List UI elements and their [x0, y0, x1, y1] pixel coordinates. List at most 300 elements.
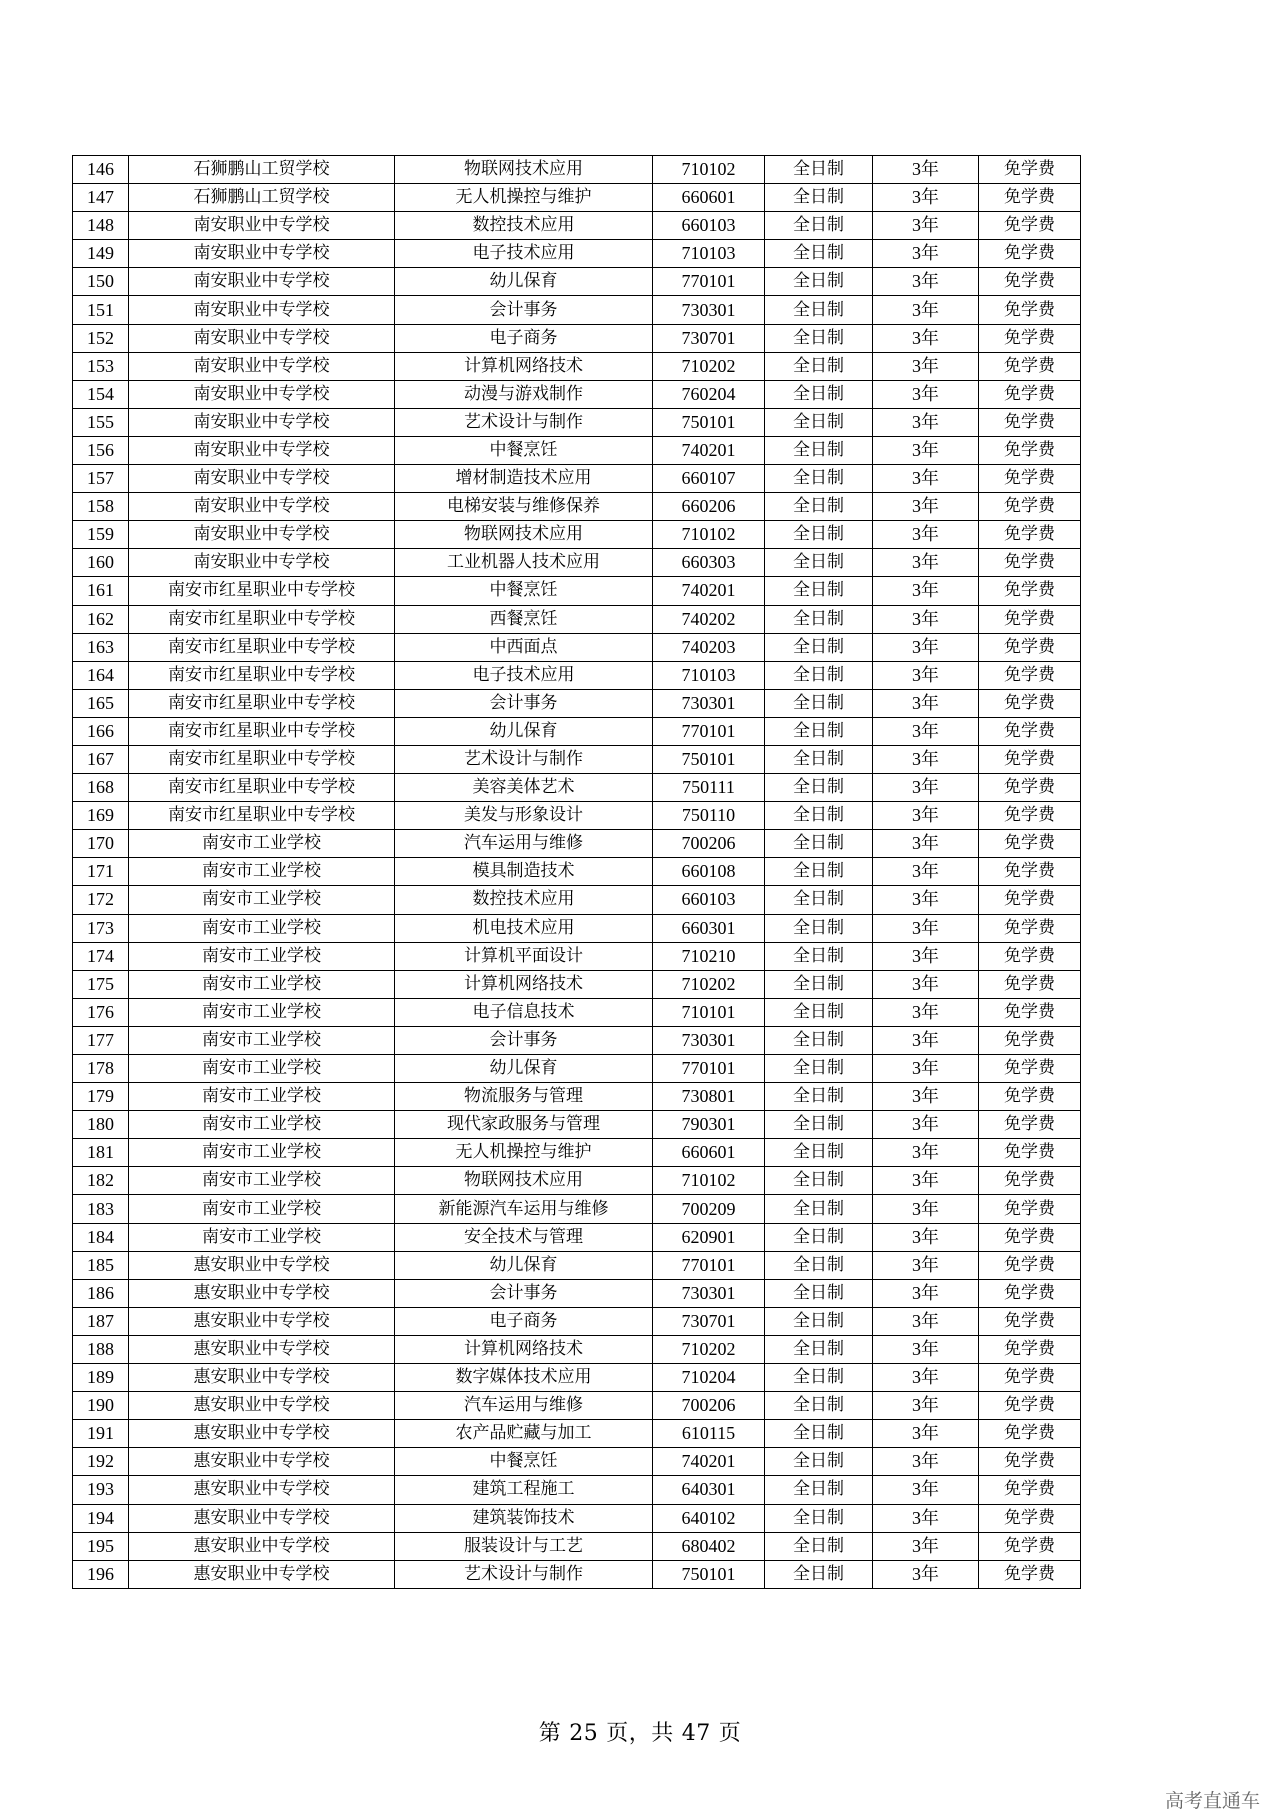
major-name-cell: 数控技术应用	[395, 886, 653, 914]
school-name-cell: 惠安职业中专学校	[129, 1476, 395, 1504]
study-mode-cell: 全日制	[765, 324, 873, 352]
tuition-cell: 免学费	[979, 661, 1081, 689]
tuition-cell: 免学费	[979, 436, 1081, 464]
program-table	[72, 155, 1081, 1589]
tuition-cell: 免学费	[979, 998, 1081, 1026]
tuition-cell: 免学费	[979, 1279, 1081, 1307]
study-mode-cell: 全日制	[765, 717, 873, 745]
tuition-cell: 免学费	[979, 1111, 1081, 1139]
duration-cell: 3年	[873, 1055, 979, 1083]
major-code-cell: 660108	[653, 858, 765, 886]
study-mode-cell: 全日制	[765, 240, 873, 268]
table-row	[73, 324, 1081, 352]
major-code-cell: 660103	[653, 212, 765, 240]
major-code-cell: 770101	[653, 268, 765, 296]
school-name-cell: 南安职业中专学校	[129, 521, 395, 549]
duration-cell: 3年	[873, 408, 979, 436]
tuition-cell: 免学费	[979, 156, 1081, 184]
school-name-cell: 惠安职业中专学校	[129, 1364, 395, 1392]
tuition-cell: 免学费	[979, 521, 1081, 549]
study-mode-cell: 全日制	[765, 549, 873, 577]
study-mode-cell: 全日制	[765, 408, 873, 436]
major-name-cell: 西餐烹饪	[395, 605, 653, 633]
row-number-cell: 183	[73, 1195, 129, 1223]
major-code-cell: 700206	[653, 1392, 765, 1420]
row-number-cell: 161	[73, 577, 129, 605]
school-name-cell: 南安市工业学校	[129, 914, 395, 942]
row-number-cell: 169	[73, 802, 129, 830]
major-name-cell: 中餐烹饪	[395, 577, 653, 605]
duration-cell: 3年	[873, 1167, 979, 1195]
school-name-cell: 惠安职业中专学校	[129, 1335, 395, 1363]
duration-cell: 3年	[873, 774, 979, 802]
footer-suffix: 页	[718, 1721, 742, 1746]
major-name-cell: 幼儿保育	[395, 1251, 653, 1279]
duration-cell: 3年	[873, 521, 979, 549]
row-number-cell: 154	[73, 380, 129, 408]
table-row	[73, 1392, 1081, 1420]
duration-cell: 3年	[873, 1195, 979, 1223]
tuition-cell: 免学费	[979, 549, 1081, 577]
major-code-cell: 710102	[653, 1167, 765, 1195]
duration-cell: 3年	[873, 998, 979, 1026]
major-code-cell: 740201	[653, 436, 765, 464]
row-number-cell: 194	[73, 1504, 129, 1532]
school-name-cell: 南安市红星职业中专学校	[129, 605, 395, 633]
row-number-cell: 153	[73, 352, 129, 380]
duration-cell: 3年	[873, 1392, 979, 1420]
tuition-cell: 免学费	[979, 296, 1081, 324]
major-code-cell: 710202	[653, 1335, 765, 1363]
major-name-cell: 物流服务与管理	[395, 1083, 653, 1111]
table-row	[73, 380, 1081, 408]
tuition-cell: 免学费	[979, 689, 1081, 717]
table-row	[73, 717, 1081, 745]
study-mode-cell: 全日制	[765, 1448, 873, 1476]
school-name-cell: 惠安职业中专学校	[129, 1307, 395, 1335]
tuition-cell: 免学费	[979, 324, 1081, 352]
row-number-cell: 159	[73, 521, 129, 549]
major-code-cell: 710204	[653, 1364, 765, 1392]
tuition-cell: 免学费	[979, 577, 1081, 605]
major-code-cell: 680402	[653, 1532, 765, 1560]
major-code-cell: 710102	[653, 521, 765, 549]
school-name-cell: 南安市工业学校	[129, 830, 395, 858]
tuition-cell: 免学费	[979, 633, 1081, 661]
major-name-cell: 计算机网络技术	[395, 1335, 653, 1363]
school-name-cell: 惠安职业中专学校	[129, 1448, 395, 1476]
study-mode-cell: 全日制	[765, 914, 873, 942]
study-mode-cell: 全日制	[765, 830, 873, 858]
school-name-cell: 南安市红星职业中专学校	[129, 745, 395, 773]
duration-cell: 3年	[873, 380, 979, 408]
tuition-cell: 免学费	[979, 352, 1081, 380]
tuition-cell: 免学费	[979, 858, 1081, 886]
school-name-cell: 南安职业中专学校	[129, 296, 395, 324]
row-number-cell: 172	[73, 886, 129, 914]
school-name-cell: 南安职业中专学校	[129, 268, 395, 296]
row-number-cell: 170	[73, 830, 129, 858]
duration-cell: 3年	[873, 633, 979, 661]
tuition-cell: 免学费	[979, 1026, 1081, 1054]
table-row	[73, 436, 1081, 464]
duration-cell: 3年	[873, 465, 979, 493]
major-code-cell: 710101	[653, 998, 765, 1026]
major-name-cell: 数控技术应用	[395, 212, 653, 240]
duration-cell: 3年	[873, 212, 979, 240]
row-number-cell: 181	[73, 1139, 129, 1167]
school-name-cell: 南安职业中专学校	[129, 240, 395, 268]
duration-cell: 3年	[873, 1532, 979, 1560]
major-code-cell: 620901	[653, 1223, 765, 1251]
row-number-cell: 158	[73, 493, 129, 521]
tuition-cell: 免学费	[979, 1364, 1081, 1392]
major-code-cell: 660206	[653, 493, 765, 521]
major-code-cell: 660303	[653, 549, 765, 577]
study-mode-cell: 全日制	[765, 1139, 873, 1167]
major-name-cell: 艺术设计与制作	[395, 408, 653, 436]
table-row	[73, 1111, 1081, 1139]
table-row	[73, 998, 1081, 1026]
major-code-cell: 760204	[653, 380, 765, 408]
tuition-cell: 免学费	[979, 1055, 1081, 1083]
major-name-cell: 物联网技术应用	[395, 521, 653, 549]
row-number-cell: 162	[73, 605, 129, 633]
table-row	[73, 549, 1081, 577]
table-row	[73, 774, 1081, 802]
tuition-cell: 免学费	[979, 886, 1081, 914]
major-name-cell: 计算机网络技术	[395, 352, 653, 380]
row-number-cell: 160	[73, 549, 129, 577]
table-row	[73, 970, 1081, 998]
row-number-cell: 147	[73, 184, 129, 212]
school-name-cell: 南安市工业学校	[129, 886, 395, 914]
tuition-cell: 免学费	[979, 240, 1081, 268]
table-row	[73, 1195, 1081, 1223]
duration-cell: 3年	[873, 184, 979, 212]
row-number-cell: 175	[73, 970, 129, 998]
school-name-cell: 南安职业中专学校	[129, 436, 395, 464]
major-code-cell: 710103	[653, 661, 765, 689]
tuition-cell: 免学费	[979, 802, 1081, 830]
row-number-cell: 187	[73, 1307, 129, 1335]
row-number-cell: 167	[73, 745, 129, 773]
duration-cell: 3年	[873, 1476, 979, 1504]
duration-cell: 3年	[873, 1026, 979, 1054]
school-name-cell: 惠安职业中专学校	[129, 1279, 395, 1307]
table-row	[73, 605, 1081, 633]
table-row	[73, 408, 1081, 436]
duration-cell: 3年	[873, 689, 979, 717]
major-name-cell: 现代家政服务与管理	[395, 1111, 653, 1139]
major-code-cell: 790301	[653, 1111, 765, 1139]
footer-page-number: 25	[569, 1721, 599, 1746]
study-mode-cell: 全日制	[765, 436, 873, 464]
study-mode-cell: 全日制	[765, 689, 873, 717]
major-code-cell: 740203	[653, 633, 765, 661]
major-name-cell: 会计事务	[395, 1026, 653, 1054]
major-name-cell: 农产品贮藏与加工	[395, 1420, 653, 1448]
study-mode-cell: 全日制	[765, 1532, 873, 1560]
study-mode-cell: 全日制	[765, 1560, 873, 1588]
school-name-cell: 南安职业中专学校	[129, 212, 395, 240]
major-name-cell: 电子信息技术	[395, 998, 653, 1026]
table-row	[73, 1476, 1081, 1504]
major-name-cell: 模具制造技术	[395, 858, 653, 886]
major-code-cell: 750111	[653, 774, 765, 802]
tuition-cell: 免学费	[979, 465, 1081, 493]
major-code-cell: 700206	[653, 830, 765, 858]
major-name-cell: 电子商务	[395, 1307, 653, 1335]
study-mode-cell: 全日制	[765, 577, 873, 605]
tuition-cell: 免学费	[979, 1335, 1081, 1363]
table-row	[73, 1223, 1081, 1251]
study-mode-cell: 全日制	[765, 1055, 873, 1083]
study-mode-cell: 全日制	[765, 521, 873, 549]
school-name-cell: 石狮鹏山工贸学校	[129, 184, 395, 212]
duration-cell: 3年	[873, 914, 979, 942]
row-number-cell: 180	[73, 1111, 129, 1139]
study-mode-cell: 全日制	[765, 1167, 873, 1195]
duration-cell: 3年	[873, 1083, 979, 1111]
study-mode-cell: 全日制	[765, 1251, 873, 1279]
table-row	[73, 156, 1081, 184]
duration-cell: 3年	[873, 1307, 979, 1335]
major-code-cell: 750101	[653, 408, 765, 436]
major-code-cell: 750101	[653, 745, 765, 773]
major-name-cell: 物联网技术应用	[395, 156, 653, 184]
program-table-body	[73, 156, 1081, 1589]
duration-cell: 3年	[873, 296, 979, 324]
study-mode-cell: 全日制	[765, 1279, 873, 1307]
major-code-cell: 660103	[653, 886, 765, 914]
school-name-cell: 惠安职业中专学校	[129, 1392, 395, 1420]
row-number-cell: 174	[73, 942, 129, 970]
row-number-cell: 186	[73, 1279, 129, 1307]
row-number-cell: 150	[73, 268, 129, 296]
study-mode-cell: 全日制	[765, 465, 873, 493]
major-name-cell: 建筑工程施工	[395, 1476, 653, 1504]
tuition-cell: 免学费	[979, 1448, 1081, 1476]
tuition-cell: 免学费	[979, 1532, 1081, 1560]
major-code-cell: 660601	[653, 184, 765, 212]
table-row	[73, 1364, 1081, 1392]
major-name-cell: 中餐烹饪	[395, 436, 653, 464]
row-number-cell: 176	[73, 998, 129, 1026]
major-code-cell: 740202	[653, 605, 765, 633]
school-name-cell: 南安职业中专学校	[129, 465, 395, 493]
row-number-cell: 173	[73, 914, 129, 942]
row-number-cell: 195	[73, 1532, 129, 1560]
tuition-cell: 免学费	[979, 212, 1081, 240]
study-mode-cell: 全日制	[765, 1420, 873, 1448]
study-mode-cell: 全日制	[765, 1083, 873, 1111]
duration-cell: 3年	[873, 1420, 979, 1448]
row-number-cell: 156	[73, 436, 129, 464]
major-code-cell: 710202	[653, 970, 765, 998]
study-mode-cell: 全日制	[765, 802, 873, 830]
row-number-cell: 182	[73, 1167, 129, 1195]
duration-cell: 3年	[873, 436, 979, 464]
study-mode-cell: 全日制	[765, 184, 873, 212]
major-code-cell: 730301	[653, 1026, 765, 1054]
table-row	[73, 802, 1081, 830]
duration-cell: 3年	[873, 324, 979, 352]
school-name-cell: 南安市工业学校	[129, 998, 395, 1026]
duration-cell: 3年	[873, 661, 979, 689]
study-mode-cell: 全日制	[765, 633, 873, 661]
table-row	[73, 184, 1081, 212]
table-row	[73, 352, 1081, 380]
table-row	[73, 212, 1081, 240]
duration-cell: 3年	[873, 802, 979, 830]
duration-cell: 3年	[873, 1335, 979, 1363]
duration-cell: 3年	[873, 717, 979, 745]
school-name-cell: 南安职业中专学校	[129, 380, 395, 408]
major-name-cell: 数字媒体技术应用	[395, 1364, 653, 1392]
major-name-cell: 电子商务	[395, 324, 653, 352]
major-code-cell: 700209	[653, 1195, 765, 1223]
major-code-cell: 740201	[653, 577, 765, 605]
study-mode-cell: 全日制	[765, 1111, 873, 1139]
major-code-cell: 730301	[653, 689, 765, 717]
table-row	[73, 1167, 1081, 1195]
table-row	[73, 1560, 1081, 1588]
major-name-cell: 机电技术应用	[395, 914, 653, 942]
major-code-cell: 770101	[653, 1251, 765, 1279]
table-row	[73, 942, 1081, 970]
study-mode-cell: 全日制	[765, 605, 873, 633]
major-name-cell: 工业机器人技术应用	[395, 549, 653, 577]
tuition-cell: 免学费	[979, 1083, 1081, 1111]
tuition-cell: 免学费	[979, 1476, 1081, 1504]
table-row	[73, 1083, 1081, 1111]
major-code-cell: 740201	[653, 1448, 765, 1476]
school-name-cell: 惠安职业中专学校	[129, 1504, 395, 1532]
major-name-cell: 中西面点	[395, 633, 653, 661]
major-name-cell: 服装设计与工艺	[395, 1532, 653, 1560]
tuition-cell: 免学费	[979, 1167, 1081, 1195]
tuition-cell: 免学费	[979, 1195, 1081, 1223]
table-row	[73, 914, 1081, 942]
major-code-cell: 660301	[653, 914, 765, 942]
study-mode-cell: 全日制	[765, 268, 873, 296]
table-row	[73, 1251, 1081, 1279]
duration-cell: 3年	[873, 1448, 979, 1476]
major-name-cell: 计算机平面设计	[395, 942, 653, 970]
study-mode-cell: 全日制	[765, 774, 873, 802]
tuition-cell: 免学费	[979, 1504, 1081, 1532]
tuition-cell: 免学费	[979, 1420, 1081, 1448]
duration-cell: 3年	[873, 1223, 979, 1251]
major-name-cell: 物联网技术应用	[395, 1167, 653, 1195]
row-number-cell: 155	[73, 408, 129, 436]
duration-cell: 3年	[873, 1251, 979, 1279]
school-name-cell: 南安市工业学校	[129, 1195, 395, 1223]
table-row	[73, 745, 1081, 773]
table-row	[73, 1307, 1081, 1335]
duration-cell: 3年	[873, 970, 979, 998]
duration-cell: 3年	[873, 942, 979, 970]
tuition-cell: 免学费	[979, 605, 1081, 633]
school-name-cell: 南安市工业学校	[129, 1223, 395, 1251]
major-name-cell: 计算机网络技术	[395, 970, 653, 998]
school-name-cell: 惠安职业中专学校	[129, 1560, 395, 1588]
school-name-cell: 南安市红星职业中专学校	[129, 689, 395, 717]
table-row	[73, 493, 1081, 521]
row-number-cell: 152	[73, 324, 129, 352]
major-name-cell: 幼儿保育	[395, 1055, 653, 1083]
school-name-cell: 南安市工业学校	[129, 970, 395, 998]
footer-mid: 页，共	[606, 1721, 674, 1746]
study-mode-cell: 全日制	[765, 1476, 873, 1504]
major-code-cell: 710103	[653, 240, 765, 268]
table-row	[73, 1139, 1081, 1167]
school-name-cell: 南安职业中专学校	[129, 493, 395, 521]
row-number-cell: 191	[73, 1420, 129, 1448]
table-row	[73, 465, 1081, 493]
school-name-cell: 南安市工业学校	[129, 1139, 395, 1167]
tuition-cell: 免学费	[979, 1251, 1081, 1279]
school-name-cell: 南安市红星职业中专学校	[129, 633, 395, 661]
school-name-cell: 南安市红星职业中专学校	[129, 661, 395, 689]
row-number-cell: 196	[73, 1560, 129, 1588]
row-number-cell: 166	[73, 717, 129, 745]
school-name-cell: 惠安职业中专学校	[129, 1532, 395, 1560]
study-mode-cell: 全日制	[765, 745, 873, 773]
row-number-cell: 189	[73, 1364, 129, 1392]
study-mode-cell: 全日制	[765, 998, 873, 1026]
major-code-cell: 730301	[653, 1279, 765, 1307]
duration-cell: 3年	[873, 886, 979, 914]
study-mode-cell: 全日制	[765, 380, 873, 408]
table-row	[73, 1335, 1081, 1363]
major-name-cell: 无人机操控与维护	[395, 1139, 653, 1167]
row-number-cell: 151	[73, 296, 129, 324]
major-code-cell: 730701	[653, 1307, 765, 1335]
major-name-cell: 美容美体艺术	[395, 774, 653, 802]
duration-cell: 3年	[873, 240, 979, 268]
major-name-cell: 会计事务	[395, 689, 653, 717]
major-code-cell: 730701	[653, 324, 765, 352]
table-row	[73, 1420, 1081, 1448]
study-mode-cell: 全日制	[765, 1335, 873, 1363]
row-number-cell: 165	[73, 689, 129, 717]
major-name-cell: 会计事务	[395, 1279, 653, 1307]
major-code-cell: 640102	[653, 1504, 765, 1532]
study-mode-cell: 全日制	[765, 212, 873, 240]
major-code-cell: 730801	[653, 1083, 765, 1111]
row-number-cell: 171	[73, 858, 129, 886]
table-row	[73, 689, 1081, 717]
duration-cell: 3年	[873, 745, 979, 773]
study-mode-cell: 全日制	[765, 296, 873, 324]
tuition-cell: 免学费	[979, 408, 1081, 436]
row-number-cell: 163	[73, 633, 129, 661]
tuition-cell: 免学费	[979, 1139, 1081, 1167]
school-name-cell: 南安市工业学校	[129, 1026, 395, 1054]
school-name-cell: 南安职业中专学校	[129, 549, 395, 577]
row-number-cell: 146	[73, 156, 129, 184]
school-name-cell: 南安市工业学校	[129, 1055, 395, 1083]
duration-cell: 3年	[873, 493, 979, 521]
duration-cell: 3年	[873, 1279, 979, 1307]
table-row	[73, 521, 1081, 549]
tuition-cell: 免学费	[979, 493, 1081, 521]
row-number-cell: 185	[73, 1251, 129, 1279]
school-name-cell: 南安市工业学校	[129, 942, 395, 970]
duration-cell: 3年	[873, 605, 979, 633]
